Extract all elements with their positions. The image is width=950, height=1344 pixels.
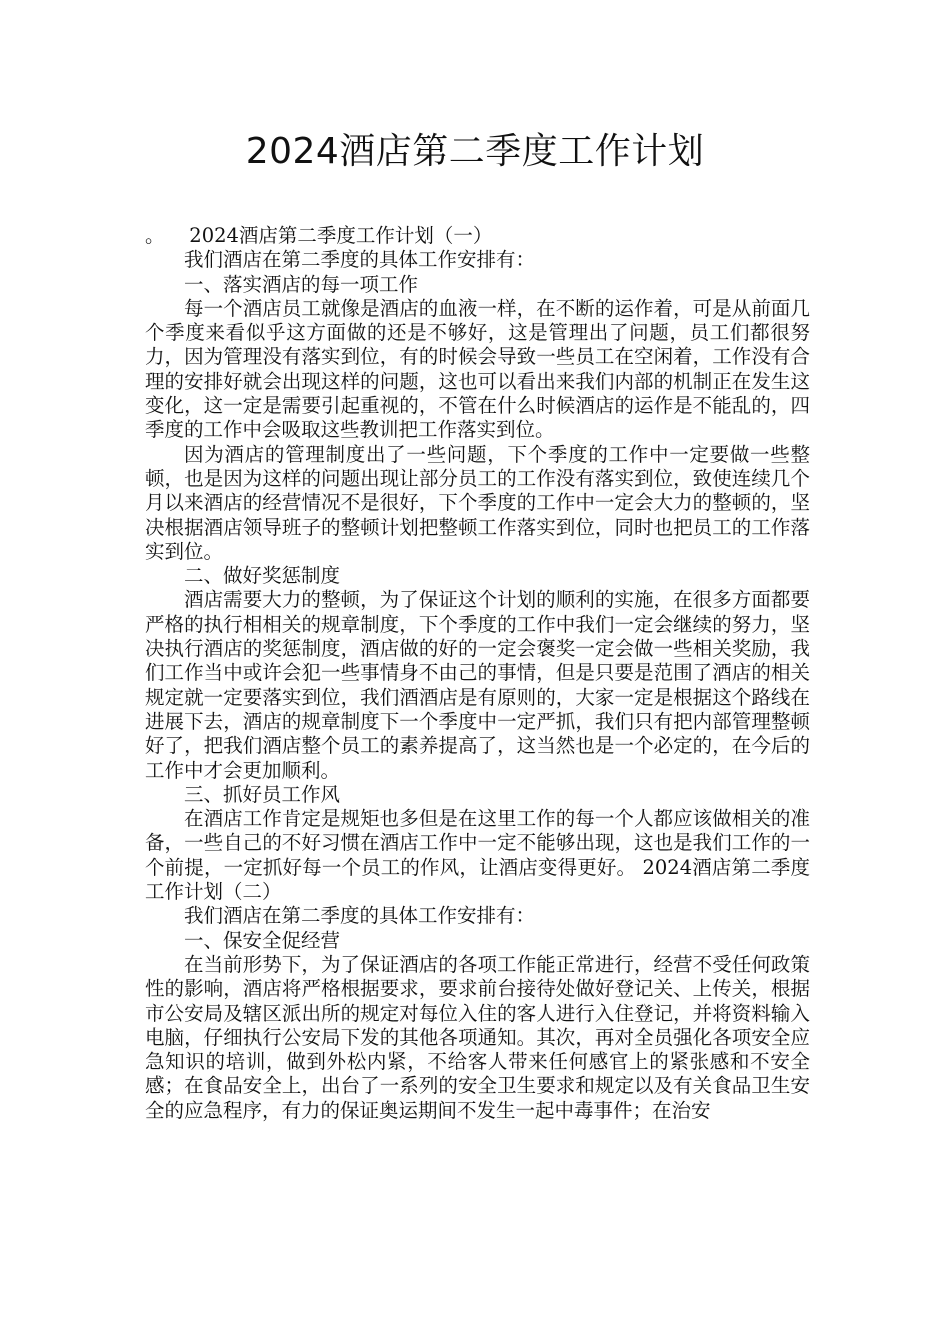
paragraph: 在当前形势下，为了保证酒店的各项工作能正常进行，经营不受任何政策性的影响，酒店将严格根据要求，要求前台接待处做好登记关、上传关，根据市公安局及辖区派出所的规定对每位入住的客人进行入住登记，并将资料输入电脑，仔细执行公安局下发的其他各项通知。其次，再对全员强化各项安全应急知识的培训，做到外松内紧，不给客人带来任何感官上的紧张感和不安全感；在食品安全上，出台了一系列的安全卫生要求和规定以及有关食品卫生安全的应急程序，有力的保证奥运期间不发生一起中毒事件；在治安 (145, 952, 810, 1122)
section-heading: 三、抓好员工作风 (184, 782, 341, 806)
paragraph: 在酒店工作肯定是规矩也多但是在这里工作的每一个人都应该做相关的准备，一些自己的不好习惯在酒店工作中一定不能够出现，这也是我们工作的一个前提，一定抓好每一个员工的作风，让酒店变得更好。 2024酒店第二季度工作计划（二） (145, 807, 810, 904)
document-body (145, 224, 810, 1123)
section-heading-plan-one: 。 2024酒店第二季度工作计划（一） (145, 224, 493, 247)
paragraph: 我们酒店在第二季度的具体工作安排有： (184, 904, 536, 928)
section-heading: 一、落实酒店的每一项工作 (184, 272, 419, 296)
paragraph: 我们酒店在第二季度的具体工作安排有： (184, 248, 536, 272)
paragraph: 每一个酒店员工就像是酒店的血液一样，在不断的运作着，可是从前面几个季度来看似乎这方面做的还是不够好，这是管理出了问题，员工们都很努力，因为管理没有落实到位，有的时候会导致一些员工在空闲着，工作没有合理的安排好就会出现这样的问题，这也可以看出来我们内部的机制正在发生这变化，这一定是需要引起重视的，不管在什么时候酒店的运作是不能乱的，四季度的工作中会吸取这些教训把工作落实到位。 (145, 296, 810, 442)
document-title: 2024酒店第二季度工作计划 (245, 131, 705, 172)
section-heading: 一、保安全促经营 (184, 928, 341, 952)
section-heading: 二、做好奖惩制度 (184, 564, 341, 588)
paragraph: 酒店需要大力的整顿，为了保证这个计划的顺利的实施，在很多方面都要严格的执行相相关的规章制度，下个季度的工作中我们一定会继续的努力，坚决执行酒店的奖惩制度，酒店做的好的一定会褒奖一定会做一些相关奖励，我们工作当中或许会犯一些事情身不由己的事情，但是只要是范围了酒店的相关规定就一定要落实到位，我们酒酒店是有原则的，大家一定是根据这个路线在进展下去，酒店的规章制度下一个季度中一定严抓，我们只有把内部管理整顿好了，把我们酒店整个员工的素养提高了，这当然也是一个必定的，在今后的工作中才会更加顺利。 (145, 588, 810, 782)
paragraph: 因为酒店的管理制度出了一些问题，下个季度的工作中一定要做一些整顿，也是因为这样的问题出现让部分员工的工作没有落实到位，致使连续几个月以来酒店的经营情况不是很好，下个季度的工作中一定会大力的整顿的，坚决根据酒店领导班子的整顿计划把整顿工作落实到位，同时也把员工的工作落实到位。 (145, 442, 810, 563)
